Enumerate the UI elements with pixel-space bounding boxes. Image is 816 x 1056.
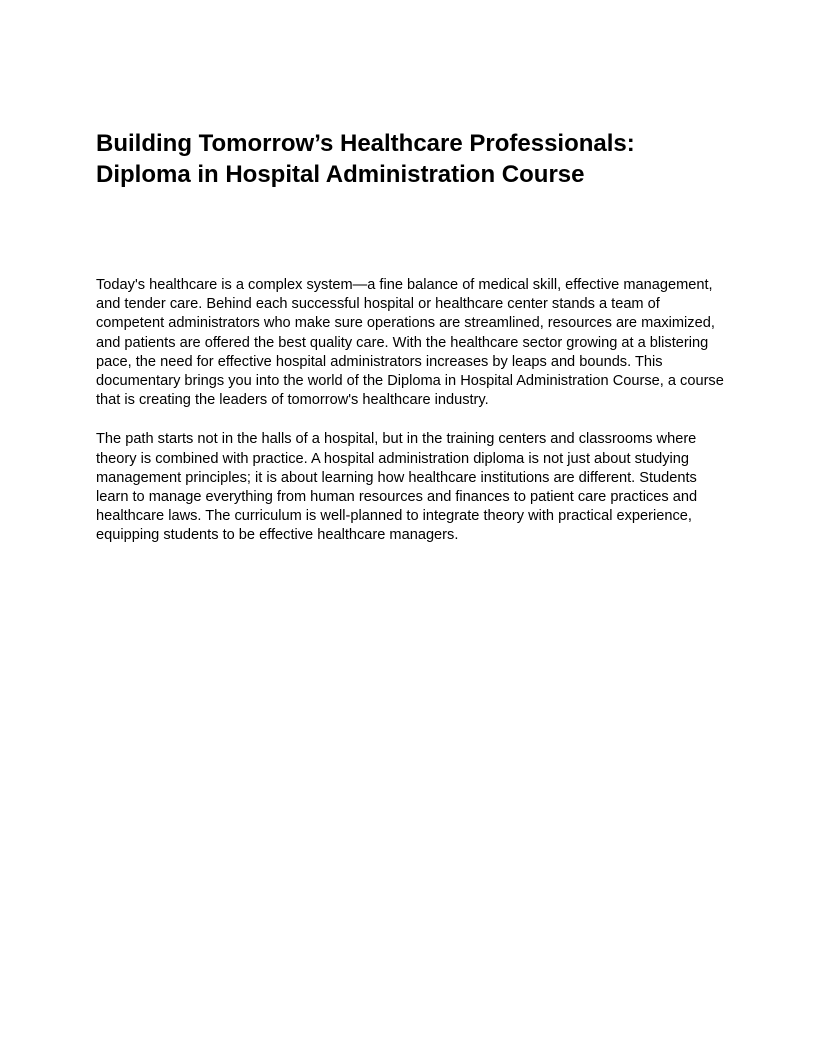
title-line: Building Tomorrow’s Healthcare Professionals:: [96, 130, 635, 157]
paragraph: The path starts not in the halls of a hospital, but in the training centers and classrooms where theory is combined with practice. A hospital administration diploma is not just about studying management principles; it is about learning how healthcare institutions are different. Students learn to manage everything from human resources and finances to patient care practices and healthcare laws. The curriculum is well-planned to integrate theory with practical experience, equipping students to be effective healthcare managers.: [96, 431, 698, 544]
title-line: Diploma in Hospital Administration Course: [96, 161, 585, 188]
paragraph: Today's healthcare is a complex system—a fine balance of medical skill, effective management, and tender care. Behind each successful hospital or healthcare center stands a team of competent administrators who make sure operations are streamlined, resources are maximized, and patients are offered the best quality care. With the healthcare sector growing at a blistering pace, the need for effective hospital administrators increases by leaps and bounds. This documentary brings you into the world of the Diploma in Hospital Administration Course, a course that is creating the leaders of tomorrow's healthcare industry.: [96, 277, 724, 409]
document-title: [96, 128, 724, 190]
body-text: [96, 276, 726, 566]
title-block: [96, 128, 724, 190]
